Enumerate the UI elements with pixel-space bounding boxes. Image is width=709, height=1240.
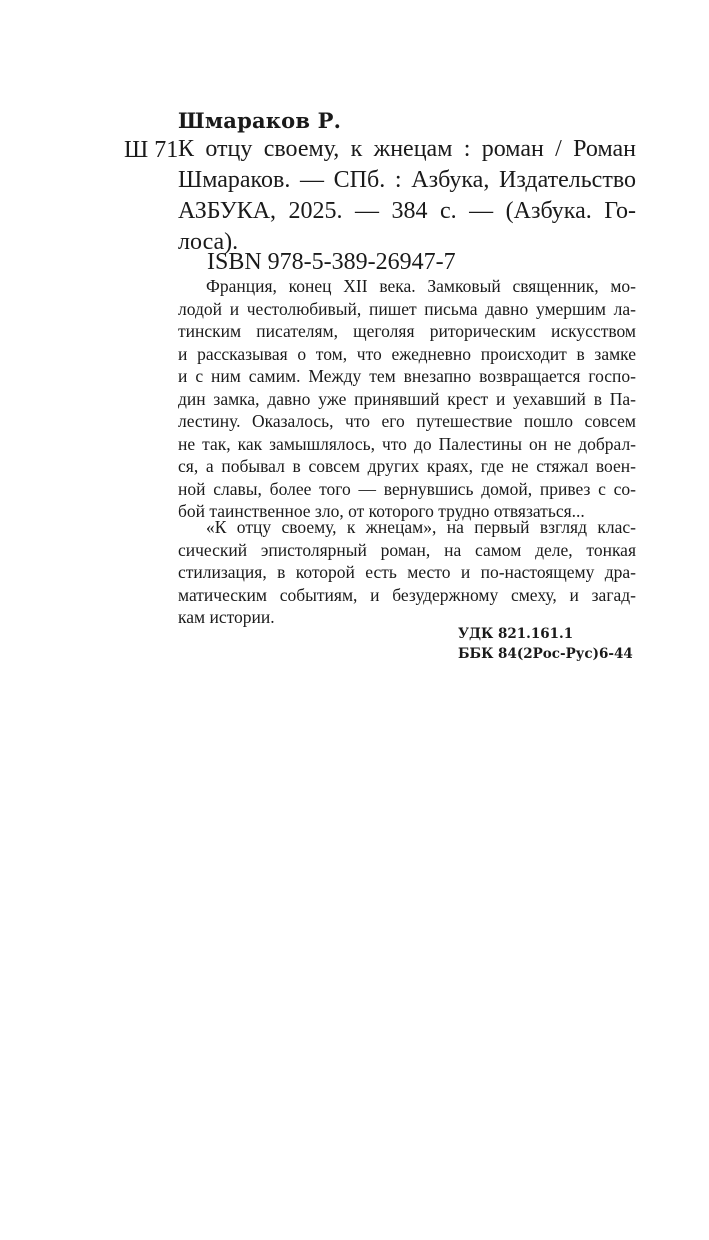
author-mark-code: Ш 71	[124, 137, 179, 163]
description-line: К отцу своему, к жнецам : роман / Роман	[178, 136, 636, 162]
annotation-paragraph-2	[178, 516, 636, 629]
annotation-line: стилизация, в которой есть место и по-настоящему дра-	[178, 562, 636, 582]
annotation-line: бой таинственное зло, от которого трудно отвязаться...	[178, 501, 585, 521]
annotation-line: ной славы, более того — вернувшись домой, привез с со-	[178, 478, 636, 499]
description-line: АЗБУКА, 2025. — 384 с. — (Азбука. Го-	[178, 198, 636, 224]
annotation-line: ся, а побывал в совсем других краях, где не стяжал воен-	[178, 456, 636, 476]
bbk-code: ББК 84(2Рос-Рус)6-44	[458, 646, 633, 662]
annotation-line: и рассказывая о том, что ежедневно происходит в замке	[178, 343, 636, 364]
udk-code: УДК 821.161.1	[458, 626, 574, 642]
annotation-line: тинским писателям, щеголяя риторическим искусством	[178, 321, 636, 341]
annotation-line: и с ним самим. Между тем внезапно возвращается госпо-	[178, 366, 636, 386]
isbn: ISBN 978-5-389-26947-7	[207, 249, 456, 275]
annotation-line: сический эпистолярный роман, на самом деле, тонкая	[178, 539, 636, 560]
annotation-line: дин замка, давно уже принявший крест и уехавший в Па-	[178, 388, 636, 409]
annotation-line: не так, как замышлялось, что до Палестины он не добрал-	[178, 433, 636, 454]
author-name: Шмараков Р.	[178, 108, 342, 133]
bibliographic-description	[178, 134, 636, 258]
description-line: лоса).	[178, 229, 239, 255]
annotation-line: кам истории.	[178, 607, 275, 627]
classification-codes	[458, 624, 633, 664]
annotation-line: лодой и честолюбивый, пишет письма давно умершим ла-	[178, 298, 636, 319]
annotation-line: «К отцу своему, к жнецам», на первый взгляд клас-	[206, 517, 636, 537]
annotation-line: Франция, конец XII века. Замковый священник, мо-	[206, 276, 636, 296]
annotation-line: матическим событиям, и безудержному смеху, и загад-	[178, 584, 636, 605]
description-line: Шмараков. — СПб. : Азбука, Издательство	[178, 167, 636, 193]
annotation-line: лестину. Оказалось, что его путешествие пошло совсем	[178, 411, 636, 431]
annotation-paragraph-1	[178, 275, 636, 523]
